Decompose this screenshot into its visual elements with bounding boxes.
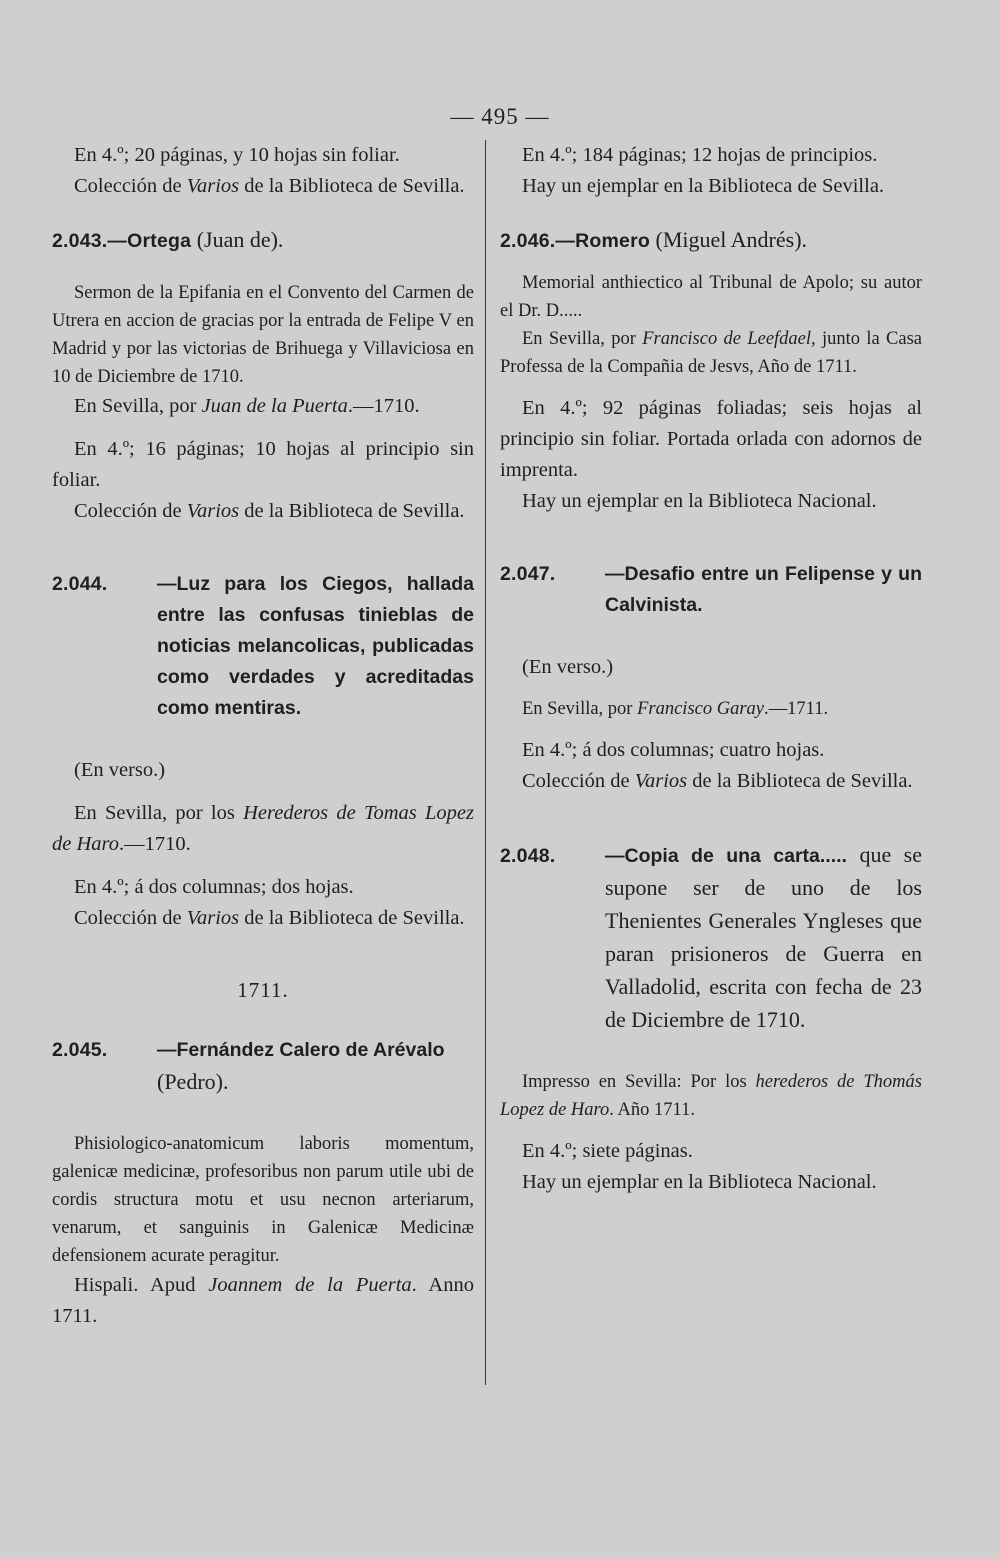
entry-author: —Ortega (107, 230, 192, 252)
entry-2046-heading: 2.046.—Romero (Miguel Andrés). (500, 227, 808, 252)
imprint-line: En Sevilla, por los Herederos de Tomas Lopez de Haro.—1710. (52, 802, 474, 855)
copy-line: Hay un ejemplar en la Biblioteca de Sevilla. (522, 175, 885, 197)
format-line: En 4.º; siete páginas. (522, 1140, 693, 1162)
collection-line: Colección de Varios de la Biblioteca de Sevilla. (74, 175, 465, 197)
entry-number: 2.047. (500, 562, 556, 585)
entry-2043-heading: 2.043.—Ortega (Juan de). (52, 227, 284, 252)
right-column (500, 140, 922, 1198)
format-line: En 4.º; 16 páginas; 10 hojas al principio sin foliar. (52, 438, 474, 491)
imprint-line: En Sevilla, por Francisco Garay.—1711. (522, 699, 829, 719)
entry-2044-heading (52, 569, 474, 724)
entry-2045-heading: 2.045. —Fernández Calero de Arévalo (Pedro). (52, 1035, 474, 1099)
format-line: En 4.º; á dos columnas; cuatro hojas. (522, 739, 825, 761)
collection-line: Colección de Varios de la Biblioteca de Sevilla. (74, 907, 465, 929)
format-line: En 4.º; 20 páginas, y 10 hojas sin foliar. (74, 144, 400, 166)
verse-note: (En verso.) (522, 656, 614, 678)
copy-line: Hay un ejemplar en la Biblioteca Nacional. (522, 1171, 877, 1193)
entry-description: Sermon de la Epifania en el Convento del Carmen de Utrera en accion de gracias por la entrada de Felipe V en Madrid y por las victorias de Brihuega y Villaviciosa en 10 de Diciembre de 1710. (52, 283, 474, 387)
entry-description: Memorial anthiectico al Tribunal de Apolo; su autor el Dr. D..... (500, 273, 922, 321)
entry-title: —Luz para los Ciegos, hallada entre las confusas tinieblas de noticias melancolicas, publicadas como verdades y acreditadas como mentiras. (157, 572, 474, 719)
format-line: En 4.º; á dos columnas; dos hojas. (74, 876, 354, 898)
copy-line: Hay un ejemplar en la Biblioteca Nacional. (522, 490, 877, 512)
entry-number: 2.044. (52, 572, 108, 595)
entry-number: 2.048. (500, 844, 556, 867)
entry-2047-heading (500, 559, 922, 621)
collection-line: Colección de Varios de la Biblioteca de Sevilla. (74, 500, 465, 522)
year-heading: 1711. (237, 978, 289, 1002)
entry-title: —Desafio entre un Felipense y un Calvinista. (605, 562, 922, 616)
column-divider (485, 140, 486, 1385)
entry-number: 2.043. (52, 230, 108, 252)
imprint-line: Impresso en Sevilla: Por los herederos de Thomás Lopez de Haro. Año 1711. (500, 1072, 922, 1120)
left-column (52, 140, 474, 1332)
verse-note: (En verso.) (74, 759, 166, 781)
format-line: En 4.º; 184 páginas; 12 hojas de principios. (522, 144, 878, 166)
entry-number: 2.046. (500, 230, 556, 252)
imprint-line: Hispali. Apud Joannem de la Puerta. Anno 1711. (52, 1274, 474, 1327)
entry-2048-heading: 2.048. —Copia de una carta..... que se supone ser de uno de los Thenientes Generales Yngleses que paran prisioneros de Guerra en Valladolid, escrita con fecha de 23 de Diciembre de 1710. (500, 841, 922, 1032)
format-line: En 4.º; 92 páginas foliadas; seis hojas al principio sin foliar. Portada orlada con adornos de imprenta. (500, 397, 922, 481)
page-number: — 495 — (450, 104, 550, 129)
imprint-line: En Sevilla, por Juan de la Puerta.—1710. (74, 395, 420, 417)
entry-description: Phisiologico-anatomicum laboris momentum, galenicæ medicinæ, profesoribus non parum utile ubi de cordis structura motu et usu necnon arteriarum, venarum, et sanguinis in Galenicæ Medicinæ defensionem acurate peragitur. (52, 1134, 474, 1266)
imprint-line: En Sevilla, por Francisco de Leefdael, junto la Casa Professa de la Compañia de Jesvs, Año de 1711. (500, 329, 922, 377)
entry-title: —Copia de una carta..... (605, 844, 847, 867)
entry-number: 2.045. (52, 1038, 108, 1061)
entry-author: —Romero (555, 230, 650, 252)
collection-line: Colección de Varios de la Biblioteca de Sevilla. (522, 770, 913, 792)
entry-author: —Fernández Calero de Arévalo (157, 1038, 445, 1061)
